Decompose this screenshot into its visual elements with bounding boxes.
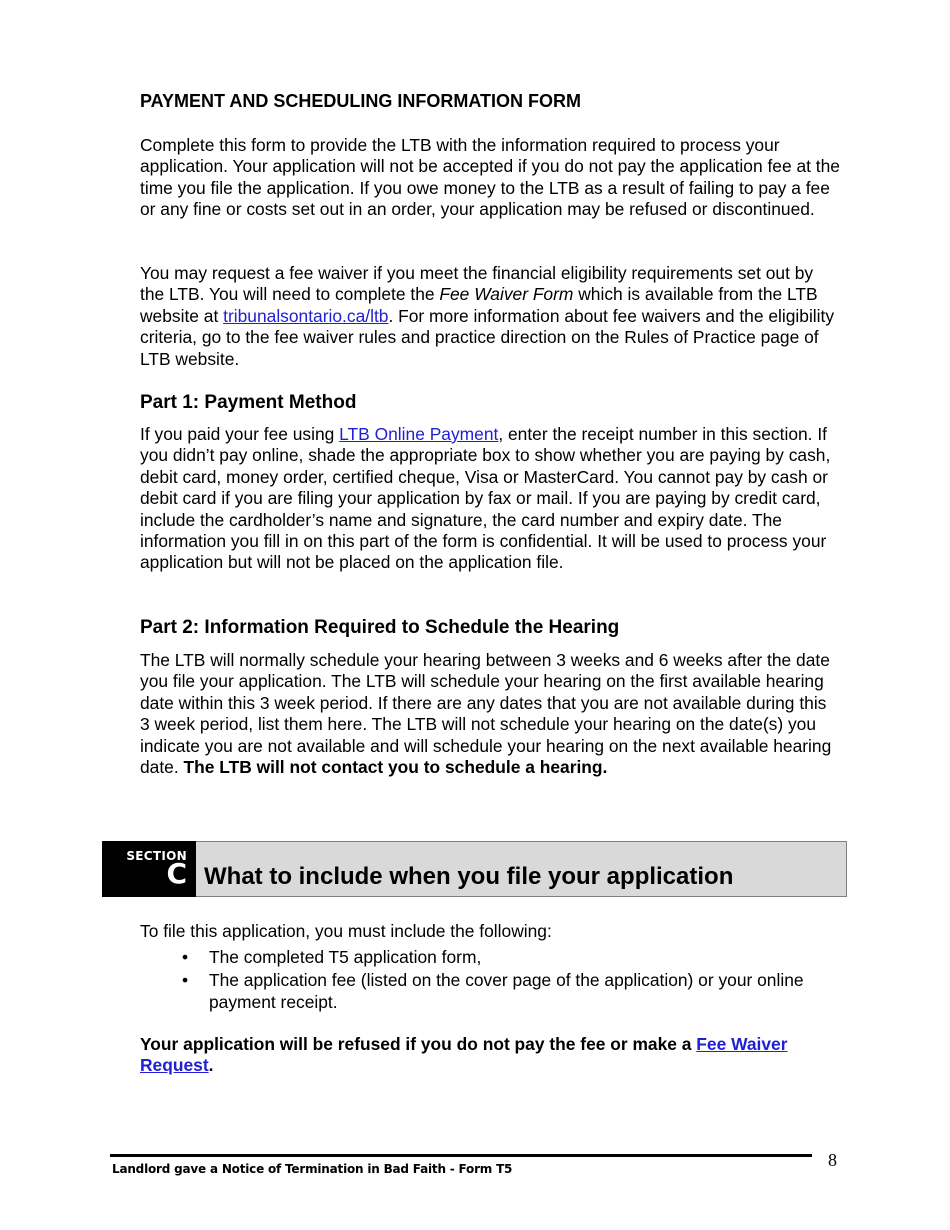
- refusal-warning: [140, 1034, 840, 1077]
- part2-bold-text: The LTB will not contact you to schedule a hearing.: [183, 757, 608, 778]
- section-c-badge: [102, 841, 196, 897]
- intro-p2-text-c: . For more information about fee waivers and the eligibility criteria, go to the fee waiver rules and practice direction on the Rules of Practice page of LTB website.: [140, 305, 835, 369]
- page-title: PAYMENT AND SCHEDULING INFORMATION FORM: [140, 91, 581, 111]
- list-item: [182, 970, 822, 1013]
- page-number: 8: [828, 1150, 837, 1170]
- section-c-intro: To file this application, you must include the following:: [140, 921, 552, 941]
- ltb-online-payment-link[interactable]: LTB Online Payment: [339, 424, 499, 444]
- list-item-text: The completed T5 application form,: [209, 947, 482, 967]
- section-c-title: What to include when you file your application: [204, 863, 734, 890]
- requirements-list: [182, 947, 822, 1015]
- part2-paragraph: [140, 650, 840, 778]
- footer-divider: [110, 1154, 812, 1157]
- list-item: [182, 947, 822, 968]
- section-word: SECTION: [126, 849, 187, 863]
- part1-text-a: If you paid your fee using: [140, 424, 340, 444]
- list-item-text: The application fee (listed on the cover page of the application) or your online payment receipt.: [209, 970, 804, 1012]
- warning-text: Your application will be refused if you do not pay the fee or make a: [140, 1034, 697, 1054]
- part2-text: The LTB will normally schedule your hearing between 3 weeks and 6 weeks after the date you file your application. The LTB will schedule your hearing on the first available hearing date within this 3 week period. If there are any dates that you are not available during this 3 week period, list them here. The LTB will not schedule your hearing on the date(s) you indicate you are not available and will schedule your hearing on the next available hearing date.: [140, 650, 832, 778]
- bullet-icon: •: [182, 947, 189, 967]
- part1-heading: Part 1: Payment Method: [140, 392, 357, 413]
- bullet-icon: •: [182, 970, 189, 991]
- intro-p2-text-a: You may request a fee waiver if you meet the financial eligibility requirements set out by the LTB. You will need to complete the: [140, 263, 814, 305]
- part1-text-b: , enter the receipt number in this section. If you didn’t pay online, shade the appropriate box to show whether you are paying by cash, debit card, money order, certified cheque, Visa or MasterCard. You cannot pay by cash or debit card if you are filing your application by fax or mail. If you are paying by credit card, include the cardholder’s name and signature, the card number and expiry date. The information you fill in on this part of the form is confidential. It will be used to process your application but will not be placed on the application file.: [140, 424, 831, 573]
- fee-waiver-request-link[interactable]: Fee Waiver Request: [140, 1034, 788, 1076]
- part1-paragraph: [140, 424, 840, 574]
- section-letter: C: [166, 857, 187, 890]
- warning-period: .: [208, 1055, 214, 1076]
- intro-paragraph-2: [140, 263, 840, 370]
- fee-waiver-form-title: Fee Waiver Form: [439, 284, 574, 305]
- footer-form-name: Landlord gave a Notice of Termination in Bad Faith - Form T5: [112, 1162, 513, 1176]
- part2-heading: Part 2: Information Required to Schedule the Hearing: [140, 617, 620, 638]
- tribunals-ontario-link[interactable]: tribunalsontario.ca/ltb: [223, 305, 389, 326]
- intro-p2-text-b: which is available from the LTB website at: [140, 284, 818, 326]
- intro-paragraph-1: Complete this form to provide the LTB with the information required to process your application. Your application will not be accepted if you do not pay the application fee at the time you file the application. If you owe money to the LTB as a result of failing to pay a fee or any fine or costs set out in an order, your application may be refused or discontinued.: [140, 135, 840, 220]
